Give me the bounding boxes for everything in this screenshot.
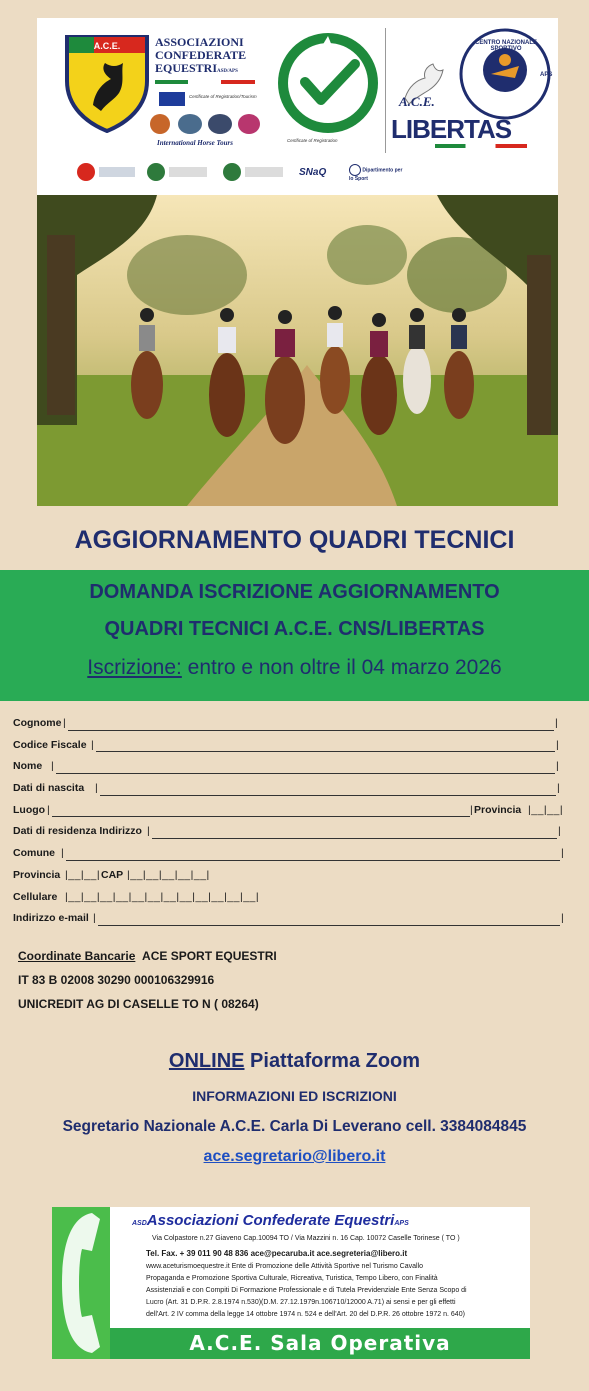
residenza-field[interactable] (152, 838, 557, 839)
phone-icon (52, 1207, 110, 1359)
tour-icon-3 (208, 114, 232, 134)
field-end-bar: | (556, 738, 559, 751)
field-start-bar: | (47, 803, 50, 816)
field-end-bar: | (555, 717, 558, 729)
bank-label: Coordinate Bancarie (18, 949, 136, 963)
codice-fiscale-field[interactable] (96, 751, 555, 752)
band-line-2: QUADRI TECNICI A.C.E. CNS/LIBERTAS (104, 618, 485, 640)
republic-emblem-1 (147, 163, 165, 181)
field-start-bar: | (93, 912, 96, 925)
tour-icon-2 (178, 114, 202, 134)
field-end-bar: | (561, 912, 564, 925)
quality-certificate-logo (275, 30, 381, 136)
coni-logo (77, 163, 95, 181)
header-divider (385, 28, 386, 153)
cellulare-field[interactable]: |__|__|__|__|__|__|__|__|__|__|__|__| (65, 890, 260, 903)
secretary-contact: Segretario Nazionale A.C.E. Carla Di Leverano cell. 3384084845 (62, 1118, 527, 1135)
provincia-label: Provincia (474, 803, 522, 816)
info-heading: INFORMAZIONI ED ISCRIZIONI (192, 1088, 397, 1104)
field-start-bar: | (63, 717, 66, 729)
footer-desc-1: Propaganda e Promozione Sportiva Culturale, Ricreativa, Turistica, Tempo Libero, con Finalità (146, 1275, 438, 1282)
footer-contacts[interactable]: Tel. Fax. + 39 011 90 48 836 ace@pecaruba.it ace.segreteria@libero.it (146, 1249, 408, 1258)
luogo-field[interactable] (52, 816, 470, 817)
footer-desc-3: Lucro (Art. 31 D.P.R. 2.8.1974 n.530)(D.M. 27.12.1979n.106710/12000 A.71) ai sensi e per gli effetti (146, 1299, 456, 1306)
bank-name: UNICREDIT AG DI CASELLE TO N ( 08264) (18, 997, 259, 1011)
republic-emblem-2 (223, 163, 241, 181)
ace-badge-text: A.C.E. (93, 41, 121, 51)
bank-iban: IT 83 B 02008 30290 000106329916 (18, 973, 215, 987)
footer-title (132, 1212, 409, 1229)
band-line-1: DOMANDA ISCRIZIONE AGGIORNAMENTO (89, 581, 500, 603)
cognome-field[interactable] (68, 730, 554, 731)
form-row-comune (13, 844, 573, 866)
cap-field[interactable]: |__|__|__|__|__| (127, 868, 210, 881)
sala-operativa-banner: A.C.E. Sala Operativa (110, 1328, 530, 1359)
provincia-label-2: Provincia (13, 868, 61, 881)
online-word: ONLINE (168, 1050, 245, 1072)
bank-header (18, 944, 277, 968)
libertas-ace-text: A.C.E. (399, 94, 435, 109)
email-label: Indirizzo e-mail (13, 912, 89, 925)
form-row-codice-fiscale (13, 736, 573, 758)
header-logos (37, 18, 558, 195)
ace-shield-logo (65, 33, 149, 133)
snaq-logo: SNaQ (299, 167, 327, 178)
luogo-label: Luogo (13, 803, 46, 816)
residenza-label: Dati di residenza Indirizzo (13, 825, 142, 838)
assoc-name (155, 36, 246, 78)
footer-title-text: Associazioni Confederate Equestri (146, 1212, 395, 1229)
ministry-text-1 (169, 167, 207, 177)
eu-caption: Certificate of Registration/Tourism (189, 94, 257, 99)
cellulare-label: Cellulare (13, 890, 58, 903)
field-end-bar: | (470, 803, 473, 816)
field-start-bar: | (95, 782, 98, 795)
provincia-field-2[interactable]: |__|__| (65, 868, 101, 881)
bank-holder: ACE SPORT EQUESTRI (142, 949, 277, 963)
ministry-text-2 (245, 167, 283, 177)
assoc-name-l2: CONFEDERATE (155, 48, 247, 62)
libertas-text: LIBERTAS (391, 114, 512, 144)
form-row-cognome (13, 714, 573, 736)
footer-asd: ASD (132, 1220, 147, 1227)
footer-desc-4: dell'Art. 2 IV comma della legge 14 ottobre 1974 n. 524 e dell'Art. 20 del D.P.R. 26 ottobre 1972 n. 640) (146, 1311, 465, 1318)
dipartimento-icon (349, 164, 361, 176)
footer-web[interactable]: www.aceturismoequestre.it Ente di Promozione delle Attività Sportive nel Turismo Cavallo (146, 1263, 424, 1270)
footer-card (52, 1207, 530, 1359)
assoc-name-l1: ASSOCIAZIONI (155, 35, 244, 49)
quality-caption: Certificate of Registration (287, 138, 338, 143)
footer-aps: APS (394, 1220, 409, 1227)
aps-label: APS (540, 72, 553, 78)
codice-fiscale-label: Codice Fiscale (13, 738, 87, 751)
tour-icon-4 (238, 114, 260, 134)
eu-flag-icon (159, 92, 185, 106)
cognome-label: Cognome (13, 717, 62, 729)
field-start-bar: | (91, 738, 94, 751)
form-row-provincia-cap (13, 866, 573, 888)
riders-photo (37, 195, 558, 506)
field-end-bar: | (561, 847, 564, 860)
dati-nascita-field[interactable] (100, 795, 556, 796)
band-line-3 (0, 656, 589, 680)
libertas-tricolor (435, 144, 527, 148)
bank-details (18, 944, 277, 1016)
footer-desc-2: Assistenziali e con Compiti Di Formazione Professionale e di Tutela Previdenziale Ente Senza Scopo di (146, 1287, 467, 1294)
dipartimento-logo (349, 164, 403, 182)
comune-field[interactable] (66, 860, 560, 861)
centro-text: CENTRO NAZIONALE SPORTIVO (475, 40, 537, 52)
field-start-bar: | (61, 847, 64, 860)
phone-bar (52, 1207, 110, 1359)
dipartimento-text: Dipartimento per lo Sport (349, 167, 403, 182)
platform-name: Piattaforma Zoom (244, 1050, 421, 1072)
dati-nascita-label: Dati di nascita (13, 782, 85, 795)
form-row-dati-nascita (13, 779, 573, 801)
form-row-residenza (13, 822, 573, 844)
registration-band (0, 570, 589, 701)
deadline-label: Iscrizione: (87, 656, 182, 679)
online-platform (0, 1050, 589, 1073)
horse-tours-caption: International Horse Tours (157, 139, 233, 147)
footer-address: Via Colpastore n.27 Giaveno Cap.10094 TO / Via Mazzini n. 16 Cap. 10072 Caselle Torinese ( TO ) (152, 1235, 460, 1242)
nome-label: Nome (13, 760, 43, 773)
form-row-nome (13, 757, 573, 779)
field-start-bar: | (147, 825, 150, 838)
field-end-bar: | (556, 760, 559, 773)
coni-text-logo (99, 167, 135, 177)
secretary-email-link[interactable]: ace.segretario@libero.it (203, 1148, 386, 1165)
cap-label: CAP (101, 868, 124, 881)
registration-form (13, 714, 573, 931)
comune-label: Comune (13, 847, 55, 860)
form-row-email (13, 909, 573, 931)
main-title: AGGIORNAMENTO QUADRI TECNICI (74, 526, 515, 554)
provincia-field[interactable]: |__|__| (528, 803, 564, 816)
deadline-text: entro e non oltre il 04 marzo 2026 (181, 656, 502, 679)
tour-icons (150, 114, 260, 134)
form-row-luogo (13, 801, 573, 823)
field-end-bar: | (557, 782, 560, 795)
tour-icon-1 (150, 114, 170, 134)
form-row-cellulare (13, 888, 573, 910)
assoc-name-l3: EQUESTRIASD/APS (155, 61, 238, 75)
field-start-bar: | (51, 760, 54, 773)
field-end-bar: | (558, 825, 561, 838)
nome-field[interactable] (56, 773, 555, 774)
email-field[interactable] (98, 925, 560, 926)
italian-flag-stripe (155, 80, 255, 84)
